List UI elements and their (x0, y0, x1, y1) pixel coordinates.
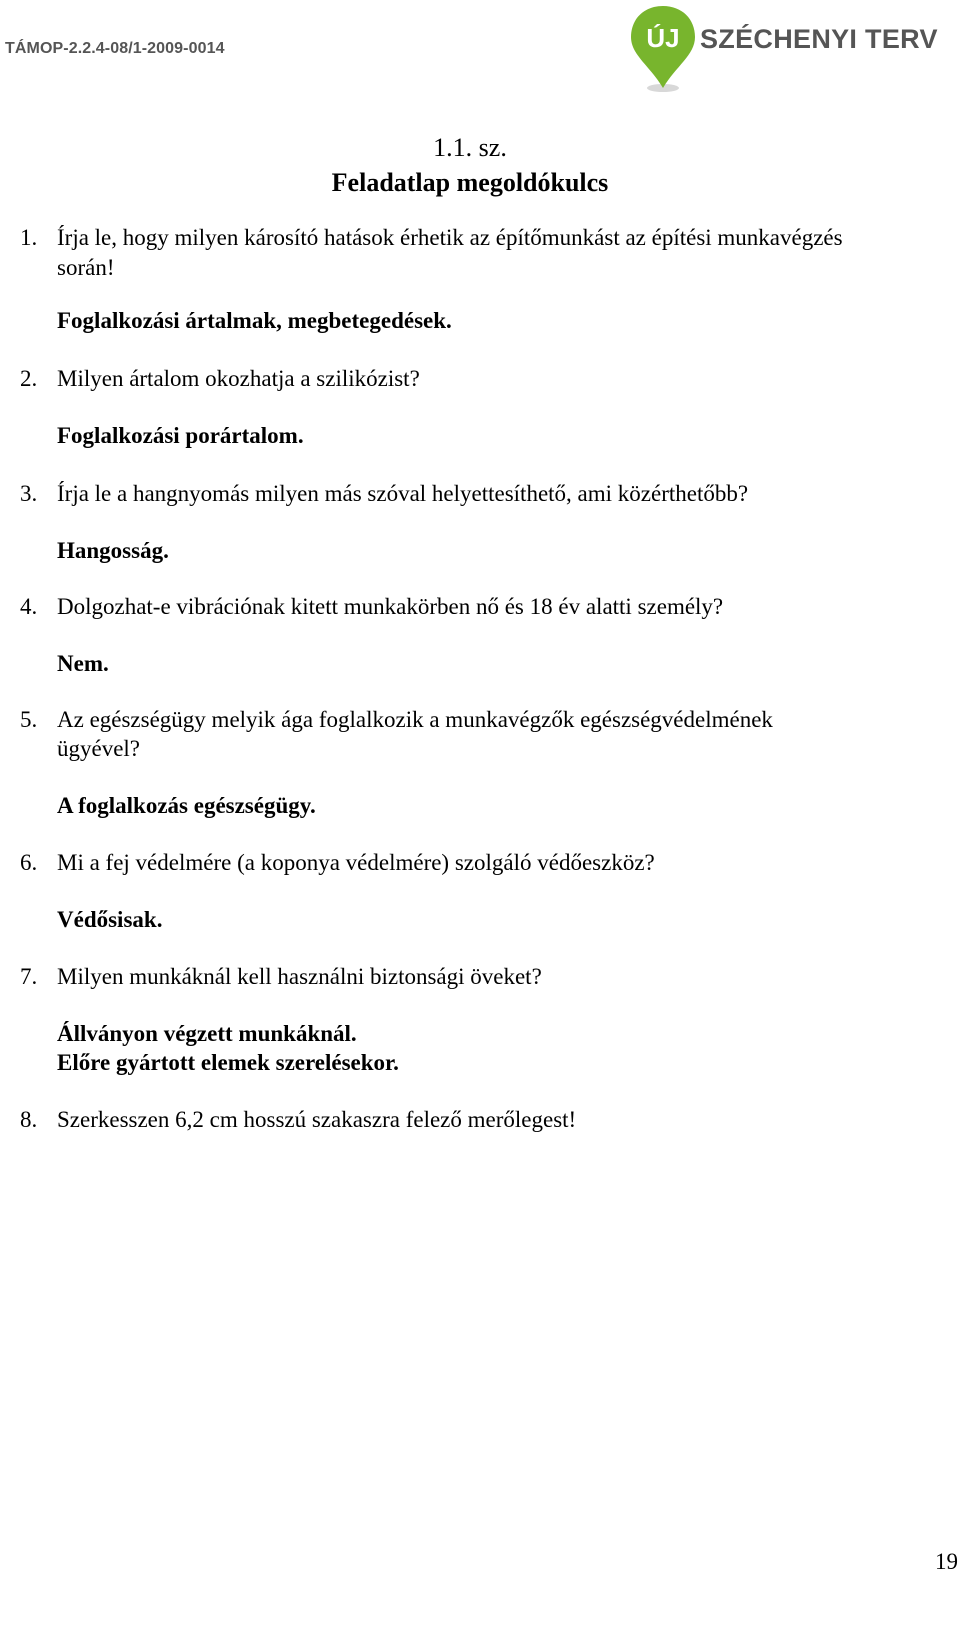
question-text: Szerkesszen 6,2 cm hosszú szakaszra felező merőlegest! (57, 1107, 577, 1132)
question-text-continued: ügyével? (57, 736, 141, 761)
question-number: 4. (20, 594, 38, 619)
question-text: Milyen ártalom okozhatja a szilikózist? (57, 366, 420, 391)
question-text: Dolgozhat-e vibrációnak kitett munkakörben nő és 18 év alatti személy? (57, 594, 724, 619)
question-number: 6. (20, 850, 38, 875)
page-number: 19 (935, 1549, 958, 1574)
szechenyi-terv-logo (628, 4, 938, 96)
answer-text: Hangosság. (57, 538, 169, 563)
question-number: 8. (20, 1107, 38, 1132)
question-text: Mi a fej védelmére (a koponya védelmére) szolgáló védőeszköz? (57, 850, 655, 875)
question-text: Az egészségügy melyik ága foglalkozik a munkavégzők egészségvédelmének (57, 707, 773, 732)
logo-badge-text: ÚJ (646, 23, 680, 53)
answer-text: Foglalkozási porártalom. (57, 423, 304, 448)
question-number: 7. (20, 964, 38, 989)
answer-text: Foglalkozási ártalmak, megbetegedések. (57, 308, 452, 333)
project-code: TÁMOP-2.2.4-08/1-2009-0014 (5, 40, 225, 57)
question-number: 3. (20, 481, 38, 506)
answer-text: Állványon végzett munkáknál. (57, 1021, 357, 1046)
answer-text-continued: Előre gyártott elemek szerelésekor. (57, 1050, 399, 1075)
answer-text: A foglalkozás egészségügy. (57, 793, 316, 818)
question-number: 2. (20, 366, 38, 391)
logo-name: SZÉCHENYI TERV (700, 24, 938, 54)
question-text: Írja le a hangnyomás milyen más szóval helyettesíthető, ami közérthetőbb? (57, 481, 749, 506)
answer-text: Nem. (57, 651, 109, 676)
map-pin-logo-icon (628, 4, 698, 96)
question-text: Milyen munkáknál kell használni biztonsági öveket? (57, 964, 542, 989)
question-text: Írja le, hogy milyen károsító hatások érhetik az építőmunkást az építési munkavégzés (57, 225, 843, 250)
worksheet-number: 1.1. sz. (433, 133, 507, 162)
question-number: 5. (20, 707, 38, 732)
page-title: Feladatlap megoldókulcs (331, 168, 609, 197)
question-text-continued: során! (57, 255, 115, 280)
question-number: 1. (20, 225, 38, 250)
answer-text: Védősisak. (57, 907, 163, 932)
